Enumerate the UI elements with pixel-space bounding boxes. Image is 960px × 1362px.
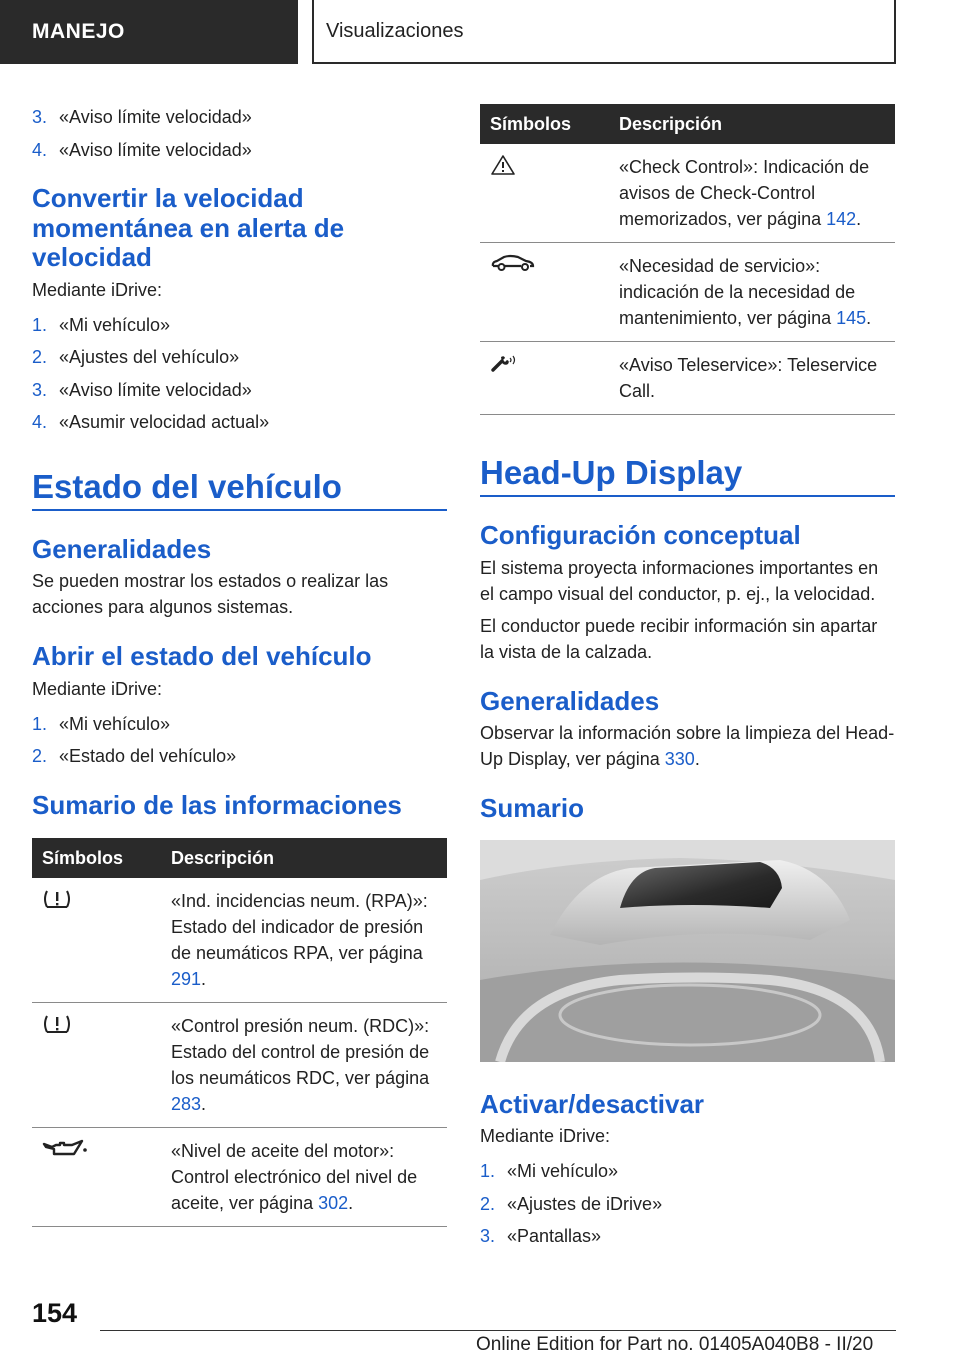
row-description: «Ind. incidencias neum. (RPA)»: Estado del indicador de presión de neumáticos RPA, ver página 291. bbox=[167, 878, 447, 1003]
table-row bbox=[480, 243, 895, 342]
hud-generalidades-text: Observar la información sobre la limpieza del Head-Up Display, ver página 330. bbox=[480, 723, 895, 769]
footer-divider bbox=[100, 1330, 896, 1331]
col-symbols-header: Símbolos bbox=[32, 838, 167, 878]
col-description-header: Descripción bbox=[615, 104, 895, 144]
symbols-table-right bbox=[480, 104, 895, 415]
config-heading: Configuración conceptual bbox=[480, 520, 801, 550]
config-text-2: El conductor puede recibir información sin apartar la vista de la calzada. bbox=[480, 615, 878, 662]
convert-steps bbox=[32, 309, 447, 439]
oil-can-icon bbox=[42, 1144, 88, 1164]
abrir-steps bbox=[32, 708, 447, 773]
page-link[interactable]: 283 bbox=[171, 1094, 202, 1114]
list-item: 4. «Aviso límite velocidad» bbox=[32, 139, 252, 160]
right-column bbox=[480, 104, 895, 1253]
activar-intro: Mediante iDrive: bbox=[480, 1126, 611, 1146]
hud-photo bbox=[480, 840, 895, 1062]
table-row bbox=[480, 342, 895, 415]
row-description: «Control presión neum. (RDC)»: Estado del control de presión de los neumáticos RDC, ver página 283. bbox=[167, 1003, 447, 1128]
tire-pressure-warning-icon bbox=[42, 894, 72, 914]
list-item: 2. «Estado del vehículo» bbox=[32, 746, 237, 766]
row-description: «Nivel de aceite del motor»: Control electrónico del nivel de aceite, ver página 302. bbox=[167, 1128, 447, 1227]
page-link[interactable]: 330 bbox=[664, 749, 695, 769]
config-text-1: El sistema proyecta informaciones importantes en el campo visual del conductor, p. ej., la velocidad. bbox=[480, 557, 879, 604]
estado-heading: Estado del vehículo bbox=[32, 467, 447, 511]
table-row bbox=[32, 878, 447, 1003]
list-item: 4. «Asumir velocidad actual» bbox=[32, 412, 270, 432]
generalidades-text: Se pueden mostrar los estados o realizar las acciones para algunos sistemas. bbox=[32, 571, 389, 617]
chapter-tab bbox=[0, 0, 298, 64]
list-item: 2. «Ajustes del vehículo» bbox=[32, 347, 240, 367]
left-column bbox=[32, 104, 447, 1227]
chapter-title: MANEJO bbox=[32, 20, 125, 43]
activar-steps bbox=[480, 1155, 895, 1253]
intro-steps bbox=[32, 101, 447, 166]
section-title: Visualizaciones bbox=[326, 19, 464, 42]
section-header bbox=[312, 0, 896, 64]
list-item: 1. «Mi vehículo» bbox=[480, 1161, 619, 1181]
table-row bbox=[480, 144, 895, 243]
generalidades-heading: Generalidades bbox=[32, 533, 212, 564]
list-item: 3. «Aviso límite velocidad» bbox=[32, 107, 252, 127]
row-description: «Necesidad de servicio»: indicación de la necesidad de mantenimiento, ver página 145. bbox=[615, 243, 895, 342]
symbols-table-left bbox=[32, 838, 447, 1227]
abrir-intro: Mediante iDrive: bbox=[32, 678, 163, 699]
list-item: 2. «Ajustes de iDrive» bbox=[480, 1193, 663, 1214]
page-link[interactable]: 291 bbox=[171, 969, 202, 989]
row-description: «Check Control»: Indicación de avisos de Check-Control memorizados, ver página 142. bbox=[615, 144, 895, 243]
page-link[interactable]: 145 bbox=[836, 308, 867, 328]
col-symbols-header: Símbolos bbox=[480, 104, 615, 144]
page-number: 154 bbox=[32, 1298, 78, 1328]
table-row bbox=[32, 1003, 447, 1128]
list-item: 3. «Aviso límite velocidad» bbox=[32, 379, 252, 400]
service-car-icon bbox=[490, 257, 536, 277]
convert-heading: Convertir la velocidad momentánea en alerta de velocidad bbox=[32, 183, 345, 272]
footer-edition: Online Edition for Part no. 01405A040B8 - II/20 bbox=[476, 1334, 874, 1355]
hud-generalidades-heading: Generalidades bbox=[480, 685, 660, 716]
page-link[interactable]: 142 bbox=[826, 209, 857, 229]
abrir-heading: Abrir el estado del vehículo bbox=[32, 641, 372, 671]
col-description-header: Descripción bbox=[167, 838, 447, 878]
page-link[interactable]: 302 bbox=[318, 1193, 349, 1213]
teleservice-wrench-icon bbox=[490, 356, 520, 376]
hud-dashboard-image bbox=[480, 840, 895, 1062]
hud-heading: Head-Up Display bbox=[480, 453, 895, 497]
row-description: «Aviso Teleservice»: Teleservice Call. bbox=[615, 342, 895, 415]
convert-intro: Mediante iDrive: bbox=[32, 279, 163, 300]
sumario-heading: Sumario bbox=[480, 793, 585, 823]
table-row bbox=[32, 1128, 447, 1227]
list-item: 1. «Mi vehículo» bbox=[32, 713, 171, 734]
tire-pressure-warning-icon bbox=[42, 1019, 72, 1039]
list-item: 1. «Mi vehículo» bbox=[32, 314, 171, 335]
list-item: 3. «Pantallas» bbox=[480, 1226, 602, 1246]
activar-heading: Activar/desactivar bbox=[480, 1088, 705, 1119]
warning-triangle-icon bbox=[490, 160, 516, 180]
sumario-informaciones-heading: Sumario de las informaciones bbox=[32, 789, 402, 820]
